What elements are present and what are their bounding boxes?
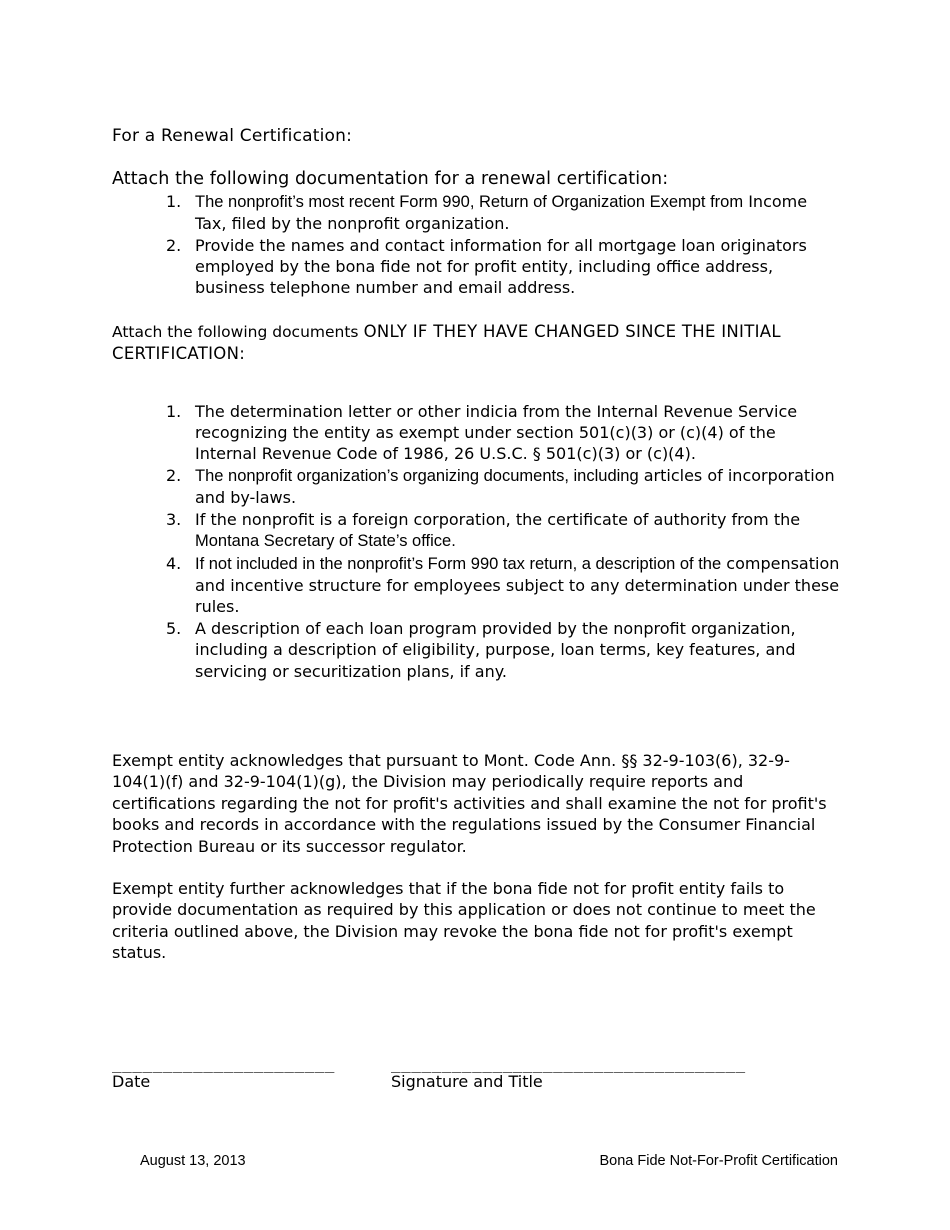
changed-intro-emphasis: ONLY IF THEY HAVE CHANGED SINCE THE INITIAL CERTIFICATION: [112, 321, 781, 364]
changed-item-2 [166, 465, 842, 509]
list-text: The determination letter or other indicia from the Internal Revenue Service recognizing the entity as exempt under section 501(c)(3) or (c)(4) of the Internal Revenue Code of 1986, 26 U.S.C. § 501(c)(3) or (c)(4). [195, 401, 798, 464]
date-line: ______________________ [112, 1054, 335, 1073]
changed-list [112, 401, 842, 682]
list-text: compensation and incentive structure for employees subject to any determination under these rules. [195, 553, 840, 617]
list-number: 1. [166, 191, 182, 211]
changed-intro [112, 321, 842, 365]
list-text: A description of each loan program provided by the nonprofit organization, including a description of eligibility, purpose, loan terms, key features, and servicing or securitization plans, if any. [195, 618, 796, 681]
document-body [112, 126, 842, 964]
list-number: 2. [166, 465, 182, 485]
list-text: If the nonprofit is a foreign corporation, the certificate of authority from the [195, 509, 801, 529]
list-text: The nonprofit organization’s organizing documents, including [195, 466, 639, 485]
footer-title: Bona Fide Not-For-Profit Certification [599, 1153, 838, 1169]
renewal-list [112, 191, 842, 299]
changed-item-3 [166, 509, 842, 553]
list-number: 5. [166, 618, 182, 638]
signature-label: Signature and Title [391, 1072, 543, 1091]
acknowledgement-paragraph-2: Exempt entity further acknowledges that if the bona fide not for profit entity fails to provide documentation as required by this application or does not continue to meet the criteria outlined above, the Division may revoke the bona fide not for profit's exempt status. [112, 878, 816, 963]
changed-item-5 [166, 618, 842, 682]
list-number: 2. [166, 235, 182, 255]
renewal-item-1 [166, 191, 842, 235]
changed-intro-lead: Attach the following documents [112, 322, 359, 341]
renewal-item-2 [166, 235, 842, 299]
list-text: Montana Secretary of State’s office. [195, 532, 456, 551]
list-number: 3. [166, 509, 182, 529]
list-number: 1. [166, 401, 182, 421]
list-text: articles of incorporation and by-laws. [195, 465, 835, 508]
list-text: Provide the names and contact information for all mortgage loan originators employed by the bona fide not for profit entity, including office address, business telephone number and email address. [195, 235, 807, 298]
list-text: If not included in the nonprofit’s Form 990 tax return, a description of the [195, 554, 722, 573]
footer-date: August 13, 2013 [140, 1153, 246, 1169]
list-text: Income Tax, filed by the nonprofit organization. [195, 191, 808, 234]
changed-item-1 [166, 401, 842, 465]
list-text: The nonprofit’s most recent Form 990, Return of Organization Exempt from [195, 192, 744, 211]
list-number: 4. [166, 553, 182, 573]
signature-line: ___________________________________ [391, 1054, 746, 1073]
renewal-heading: For a Renewal Certification: [112, 126, 353, 146]
renewal-intro: Attach the following documentation for a renewal certification: [112, 169, 669, 190]
acknowledgement-paragraph-1: Exempt entity acknowledges that pursuant to Mont. Code Ann. §§ 32-9-103(6), 32-9-104(1)(f) and 32-9-104(1)(g), the Division may periodically require reports and certifications regarding the not for profit's activities and shall examine the not for profit's books and records in accordance with the regulations issued by the Consumer Financial Protection Bureau or its successor regulator. [112, 750, 827, 856]
date-label: Date [112, 1072, 151, 1091]
changed-item-4 [166, 553, 842, 618]
